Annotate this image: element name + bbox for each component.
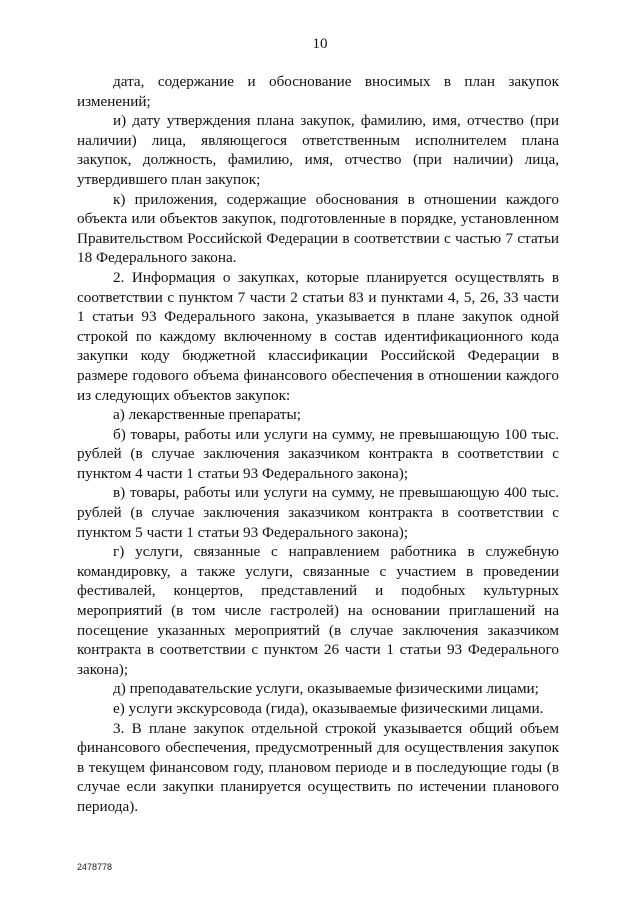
paragraph-item-g: г) услуги, связанные с направлением работника в служебную командировку, а также услуги, связанные с участием в проведении фестивалей, концертов, представлений и подобных культурных мероприятий (в том числе гастролей) на основании приглашений на посещение указанных мероприятий (в случае заключения заказчиком контракта в соответствии с пунктом 26 части 1 статьи 93 Федерального закона); (77, 543, 559, 678)
document-code: 2478778 (77, 862, 113, 872)
document-body (77, 72, 559, 817)
paragraph-item-i: и) дату утверждения плана закупок, фамилию, имя, отчество (при наличии) лица, являющегося ответственным исполнителем плана закупок, должность, фамилию, имя, отчество (при наличии) лица, утвердившего план закупок; (77, 112, 559, 188)
paragraph-section-3: 3. В плане закупок отдельной строкой указывается общий объем финансового обеспечения, предусмотренный для осуществления закупок в текущем финансовом году, плановом периоде и в последующие годы (в случае если закупки планируется осуществить по истечении планового периода). (77, 719, 559, 815)
paragraph-continuation: дата, содержание и обоснование вносимых в план закупок изменений; (77, 73, 559, 110)
paragraph-item-b: б) товары, работы или услуги на сумму, не превышающую 100 тыс. рублей (в случае заключения заказчиком контракта в соответствии с пунктом 4 части 1 статьи 93 Федерального закона); (77, 425, 559, 482)
paragraph-section-2: 2. Информация о закупках, которые планируется осуществлять в соответствии с пунктом 7 части 2 статьи 83 и пунктами 4, 5, 26, 33 части 1 статьи 93 Федерального закона, указывается в плане закупок одной строкой по каждому включенному в состав идентификационного кода закупки коду бюджетной классификации Российской Федерации в размере годового объема финансового обеспечения в отношении каждого из следующих объектов закупок: (77, 268, 559, 404)
paragraph-item-k: к) приложения, содержащие обоснования в отношении каждого объекта или объектов закупок, подготовленные в порядке, установленном Правительством Российской Федерации в соответствии с частью 7 статьи 18 Федерального закона. (77, 190, 559, 267)
paragraph-item-d: д) преподавательские услуги, оказываемые физическими лицами; (113, 680, 539, 698)
paragraph-item-e: е) услуги экскурсовода (гида), оказываемые физическими лицами. (113, 700, 544, 717)
paragraph-item-a: а) лекарственные препараты; (113, 406, 301, 424)
page-number: 10 (312, 36, 328, 52)
paragraph-item-v: в) товары, работы или услуги на сумму, не превышающую 400 тыс. рублей (в случае заключения заказчиком контракта в соответствии с пунктом 5 части 1 статьи 93 Федерального закона); (77, 484, 559, 541)
